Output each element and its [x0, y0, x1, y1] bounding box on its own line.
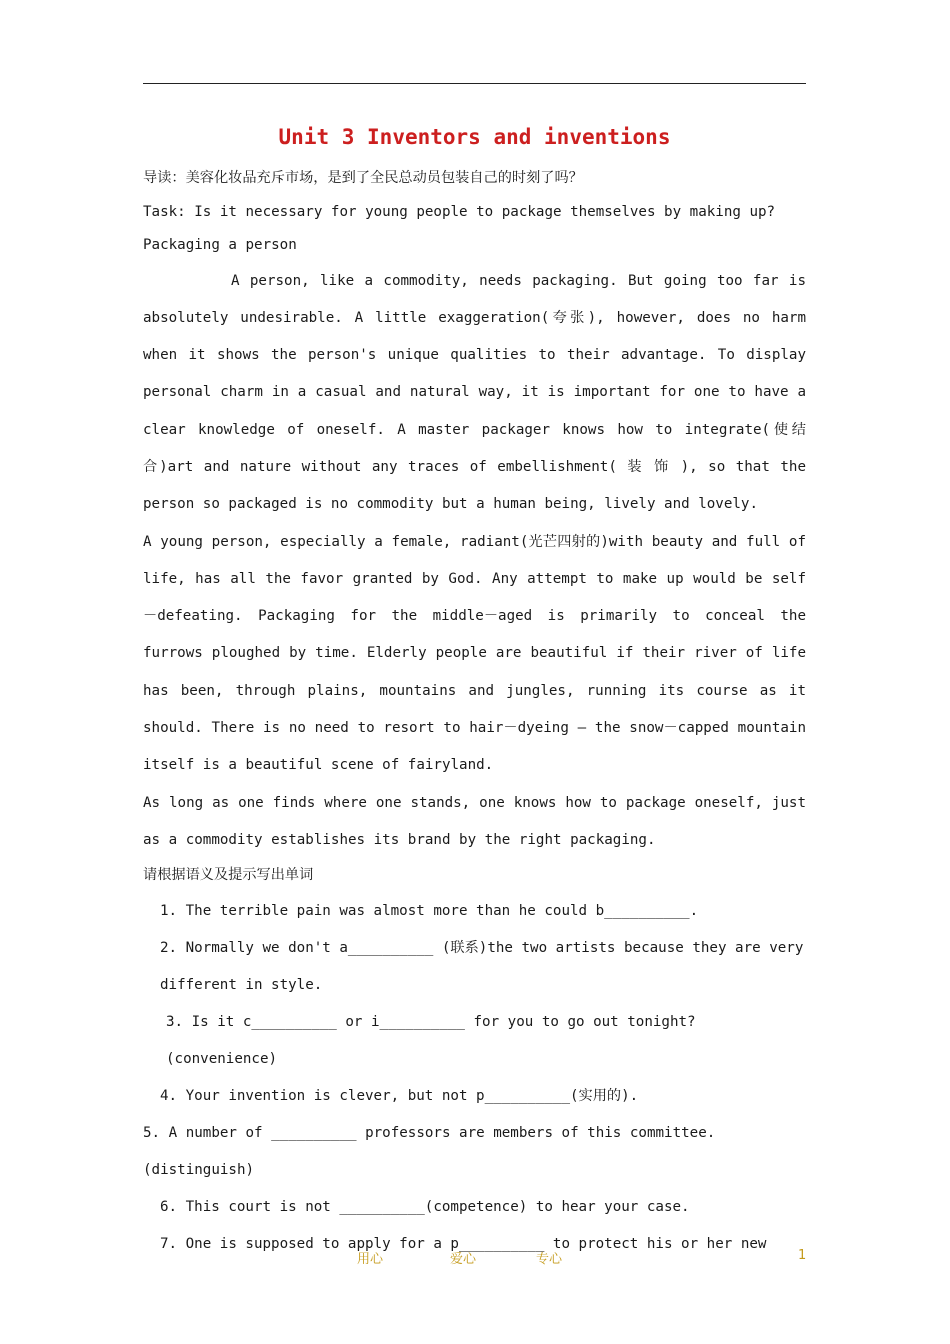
exercise-item-2: 2. Normally we don't a__________ (联系)the two artists because they are very different in style. [160, 939, 804, 993]
footer-left-text: 用心 [357, 1252, 384, 1267]
exercise-heading: 请根据语义及提示写出单词 [143, 867, 314, 884]
document-body [143, 122, 806, 1263]
footer-right-text: 专心 [536, 1252, 563, 1267]
exercise-item-6: 6. This court is not __________(competence) to hear your case. [160, 1198, 690, 1215]
task-line: Task: Is it necessary for young people to package themselves by making up? [143, 203, 776, 220]
page-number: 1 [798, 1248, 807, 1263]
exercise-item-5: 5. A number of __________ professors are members of this committee. (distinguish) [143, 1124, 716, 1178]
exercise-item-3: 3. Is it c__________ or i__________ for you to go out tonight? (convenience) [166, 1013, 696, 1067]
passage-paragraph-3: As long as one finds where one stands, one knows how to package oneself, just as a commodity establishes its brand by the right packaging. [143, 794, 806, 848]
exercise-item-4: 4. Your invention is clever, but not p__________(实用的). [160, 1087, 639, 1104]
header-rule [143, 83, 806, 84]
passage-subtitle: Packaging a person [143, 237, 297, 253]
page-footer [0, 1248, 950, 1268]
exercise-item-7: 7. One is supposed to apply for a p__________ to protect his or her new [160, 1235, 767, 1252]
guide-line: 导读：美容化妆品充斥市场，是到了全民总动员包装自己的时刻了吗？ [143, 170, 583, 186]
passage-paragraph-2: A young person, especially a female, radiant(光芒四射的)with beauty and full of life, has all the favor granted by God. Any attempt to make up would be self－defeating. Packaging for the middle－aged is primarily to conceal the furrows ploughed by time. Elderly people are beautiful if their river of life has been, through plains, mountains and jungles, running its course as it should. There is no need to resort to hair－dyeing — the snow－capped mountain itself is a beautiful scene of fairyland. [143, 533, 806, 774]
footer-middle-text: 爱心 [450, 1252, 477, 1267]
passage-paragraph-1: A person, like a commodity, needs packaging. But going too far is absolutely undesirable. A little exaggeration(夸张), however, does no harm when it shows the person's unique qualities to their advantage. To display personal charm in a casual and natural way, it is important for one to have a clear knowledge of oneself. A master packager knows how to integrate(使结合)art and nature without any traces of embellishment( 装 饰 ), so that the person so packaged is no commodity but a human being, lively and lovely. [143, 272, 806, 513]
document-title: Unit 3 Inventors and inventions [278, 125, 671, 149]
exercise-item-1: 1. The terrible pain was almost more than he could b__________. [160, 902, 699, 919]
